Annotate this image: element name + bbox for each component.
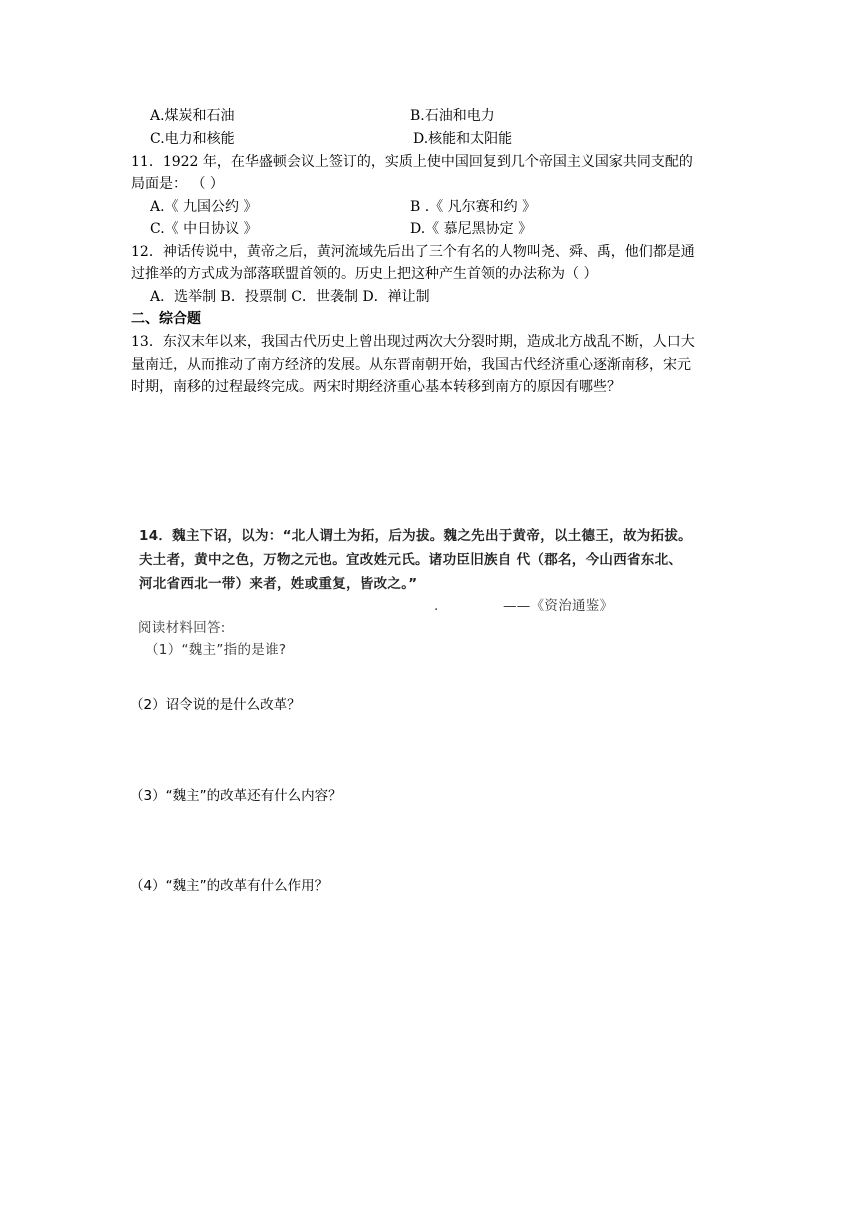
q14-passage-line3: 河北省西北一带）来者，姓或重复，皆改之。” — [139, 576, 418, 592]
q10-option-d: D.核能和太阳能 — [413, 131, 513, 147]
q14-passage-line2: 夫土者，黄中之色，万物之元也。宜改姓元氏。诸功臣旧族自 代（郡名，今山西省东北、 — [139, 552, 683, 568]
q11-option-d: D.《 慕尼黑协定 》 — [410, 221, 533, 237]
q13-text-line1: 13．东汉末年以来，我国古代历史上曾出现过两次大分裂时期，造成北方战乱不断，人口大 — [131, 334, 695, 350]
q13-text-line2: 量南迁，从而推动了南方经济的发展。从东晋南朝开始，我国古代经济重心逐渐南移，宋元 — [131, 357, 691, 373]
q12-options: A．选举制 B．投票制 C．世袭制 D．禅让制 — [150, 289, 430, 305]
q14-subquestion-2: （2）诏令说的是什么改革？ — [130, 697, 301, 713]
q12-text-line2: 过推举的方式成为部落联盟首领的。历史上把这种产生首领的办法称为（ ） — [131, 266, 598, 282]
q12-text-line1: 12．神话传说中，黄帝之后，黄河流域先后出了三个有名的人物叫尧、舜、禹，他们都是通 — [131, 244, 695, 260]
q14-subquestion-3: （3）“魏主”的改革还有什么内容？ — [130, 788, 342, 804]
q14-source: ——《资治通鉴》 — [503, 598, 614, 614]
q11-text-line2: 局面是： （ ） — [131, 176, 224, 192]
q14-subquestion-4: （4）“魏主”的改革有什么作用？ — [130, 878, 329, 894]
q10-option-a: A.煤炭和石油 — [150, 108, 235, 124]
q11-text-line1: 11．1922 年，在华盛顿会议上签订的，实质上使中国回复到几个帝国主义国家共同支配的 — [131, 154, 693, 170]
q11-option-c: C.《 中日协议 》 — [150, 221, 258, 237]
q10-option-c: C.电力和核能 — [150, 131, 235, 147]
q14-passage-line1: 14．魏主下诏，以为：“北人谓土为拓，后为拔。魏之先出于黄帝，以土德王，故为拓拔。 — [139, 528, 692, 544]
q10-option-b: B.石油和电力 — [410, 108, 495, 124]
q14-subquestion-1: （1）“魏主”指的是谁? — [145, 642, 287, 658]
q13-text-line3: 时期，南移的过程最终完成。两宋时期经济重心基本转移到南方的原因有哪些？ — [131, 379, 621, 395]
q11-option-a: A.《 九国公约 》 — [150, 199, 258, 215]
q11-option-b: B .《 凡尔赛和约 》 — [410, 199, 537, 215]
q14-instruction: 阅读材料回答: — [138, 620, 226, 636]
q14-dot: . — [434, 598, 439, 614]
section-title: 二、综合题 — [131, 311, 201, 327]
